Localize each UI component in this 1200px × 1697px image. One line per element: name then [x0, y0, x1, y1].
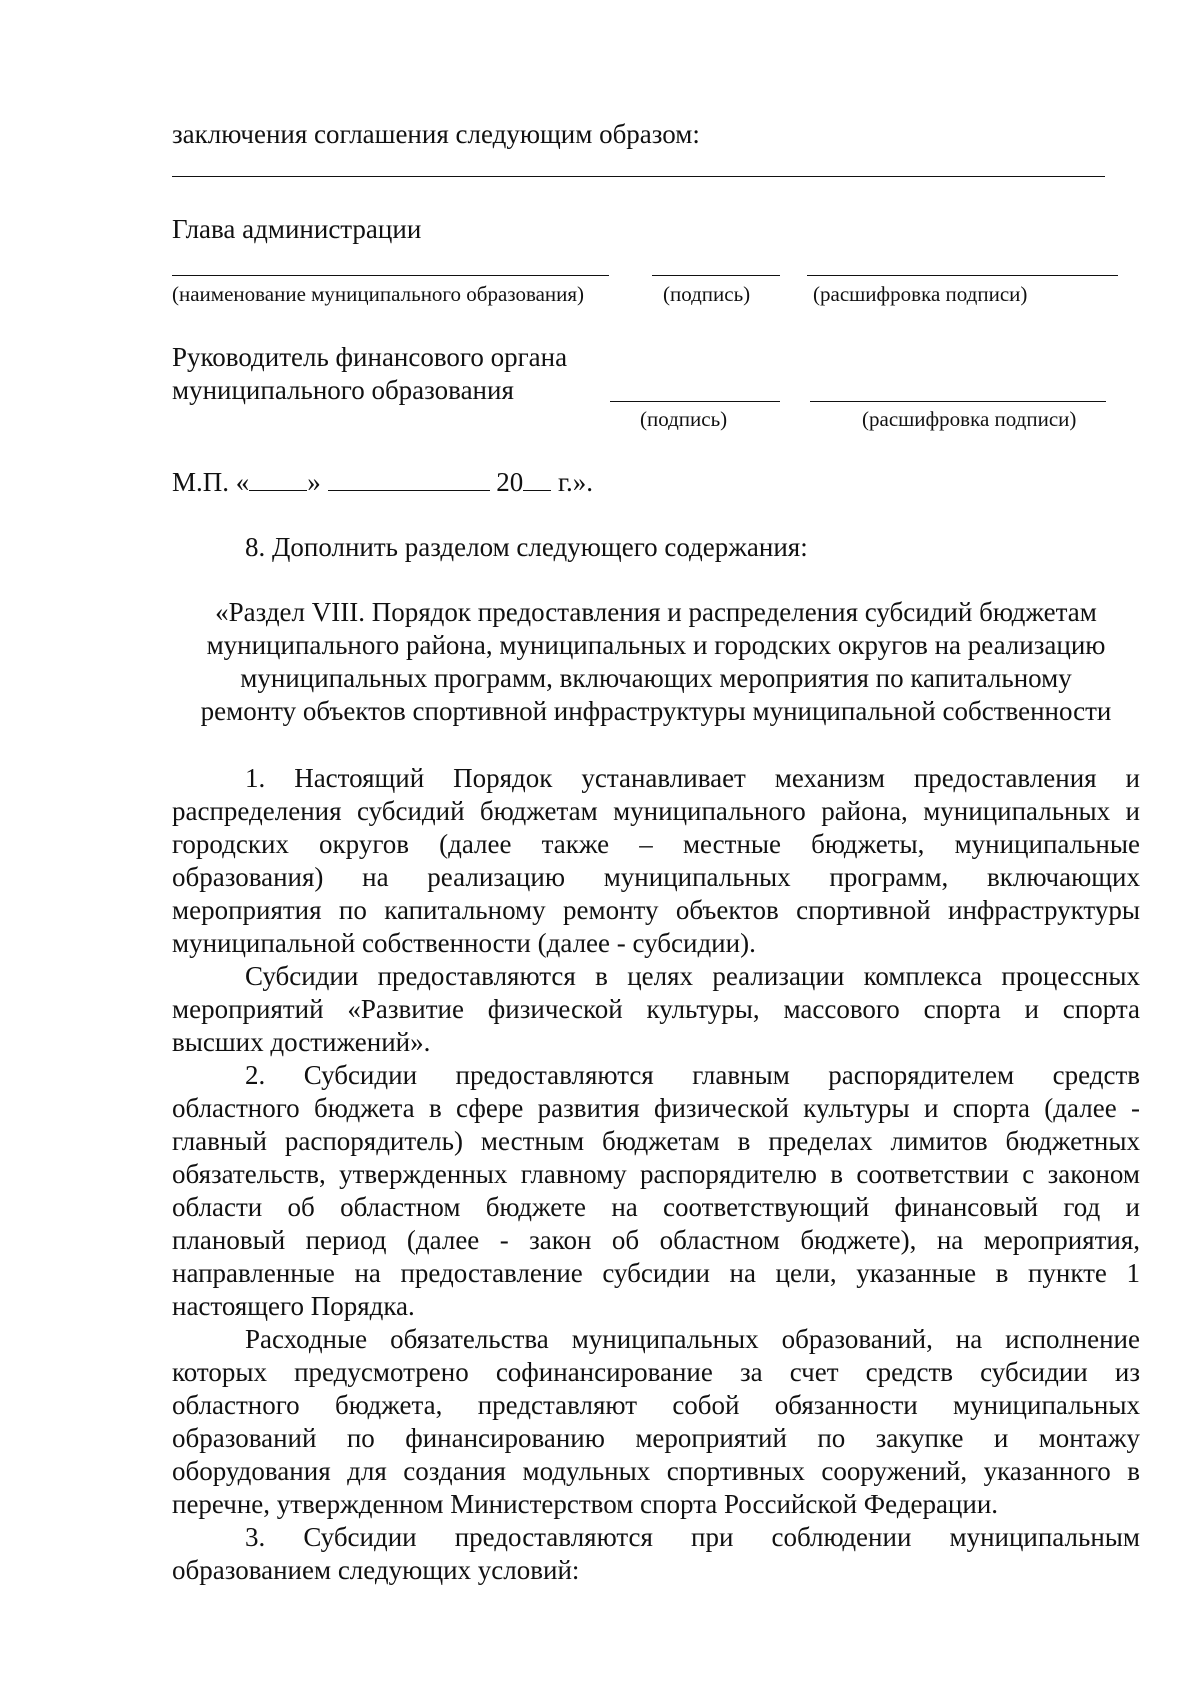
signature-line-2 — [610, 401, 780, 402]
section-title — [172, 596, 1140, 728]
paragraph-line: мероприятия по капитальному ремонту объектов спортивной инфраструктуры — [172, 895, 1140, 925]
head-of-administration-title: Глава администрации — [172, 214, 422, 244]
paragraph-line: обязательств, утвержденных главному распорядителю в соответствии с законом — [172, 1159, 1140, 1189]
name-signature-line — [172, 275, 609, 276]
stamp-close-quote: » — [307, 467, 321, 497]
paragraph-line: 1. Настоящий Порядок устанавливает механизм предоставления и — [245, 763, 1140, 793]
section-title-line: ремонту объектов спортивной инфраструктуры муниципальной собственности — [200, 696, 1112, 726]
item-8: 8. Дополнить разделом следующего содержания: — [245, 532, 808, 562]
paragraph-line: 3. Субсидии предоставляются при соблюдении муниципальным — [245, 1522, 1140, 1552]
paragraph-line: главный распорядитель) местным бюджетам в пределах лимитов бюджетных — [172, 1126, 1140, 1156]
caption-municipality-name: (наименование муниципального образования) — [172, 282, 585, 306]
paragraph-line: 2. Субсидии предоставляются главным распорядителем средств — [245, 1060, 1140, 1090]
signature-line — [652, 275, 780, 276]
section-title-line: муниципальных программ, включающих мероприятия по капитальному — [240, 663, 1072, 693]
paragraph-line: мероприятий «Развитие физической культуры, массового спорта и спорта — [172, 994, 1140, 1024]
paragraph-line: направленные на предоставление субсидии на цели, указанные в пункте 1 — [172, 1258, 1140, 1288]
year-prefix: 20 — [496, 467, 524, 497]
paragraph-line: муниципальной собственности (далее - субсидии). — [172, 928, 756, 958]
paragraph-line: перечне, утвержденном Министерством спорта Российской Федерации. — [172, 1489, 999, 1519]
paragraph-line: которых предусмотрено софинансирование за счет средств субсидии из — [172, 1357, 1140, 1387]
caption-signature-decoding-2: (расшифровка подписи) — [862, 407, 1077, 431]
paragraph-line: образований по финансированию мероприятий по закупке и монтажу — [172, 1423, 1140, 1453]
paragraph-line: образования) на реализацию муниципальных программ, включающих — [172, 862, 1140, 892]
paragraph-line: областного бюджета в сфере развития физической культуры и спорта (далее - — [172, 1093, 1140, 1123]
caption-signature-2: (подпись) — [640, 407, 728, 431]
section-title-line: муниципального района, муниципальных и городских округов на реализацию — [206, 630, 1106, 660]
paragraph-line: городских округов (далее также – местные бюджеты, муниципальные — [172, 829, 1140, 859]
paragraph-line: областного бюджета, представляют собой обязанности муниципальных — [172, 1390, 1140, 1420]
paragraph-line: высших достижений». — [172, 1027, 431, 1057]
decoding-line-2 — [810, 401, 1106, 402]
paragraph-line: образованием следующих условий: — [172, 1555, 580, 1585]
day-blank — [249, 468, 307, 491]
stamp-date-line — [172, 466, 593, 499]
paragraph-line: распределения субсидий бюджетам муниципального района, муниципальных и — [172, 796, 1140, 826]
paragraph-line: Расходные обязательства муниципальных образований, на исполнение — [245, 1324, 1140, 1354]
stamp-mp: М.П. « — [172, 467, 250, 497]
paragraph-line: настоящего Порядка. — [172, 1291, 415, 1321]
caption-signature: (подпись) — [663, 282, 751, 306]
paragraph-line: оборудования для создания модульных спортивных сооружений, указанного в — [172, 1456, 1140, 1486]
intro-text: заключения соглашения следующим образом: — [172, 119, 700, 149]
decoding-line — [807, 275, 1118, 276]
month-blank — [328, 468, 490, 491]
section-title-line: «Раздел VIII. Порядок предоставления и распределения субсидий бюджетам — [215, 597, 1097, 627]
finance-head-title-line2: муниципального образования — [172, 375, 514, 405]
paragraph-line: области об областном бюджете на соответствующий финансовый год и — [172, 1192, 1140, 1222]
fill-line — [172, 176, 1105, 177]
paragraph-line: плановый период (далее - закон об областном бюджете), на мероприятия, — [172, 1225, 1140, 1255]
year-suffix: г.». — [551, 467, 594, 497]
caption-signature-decoding: (расшифровка подписи) — [813, 282, 1028, 306]
year-blank — [523, 468, 551, 491]
finance-head-title-line1: Руководитель финансового органа — [172, 342, 568, 372]
paragraph-line: Субсидии предоставляются в целях реализации комплекса процессных — [245, 961, 1140, 991]
